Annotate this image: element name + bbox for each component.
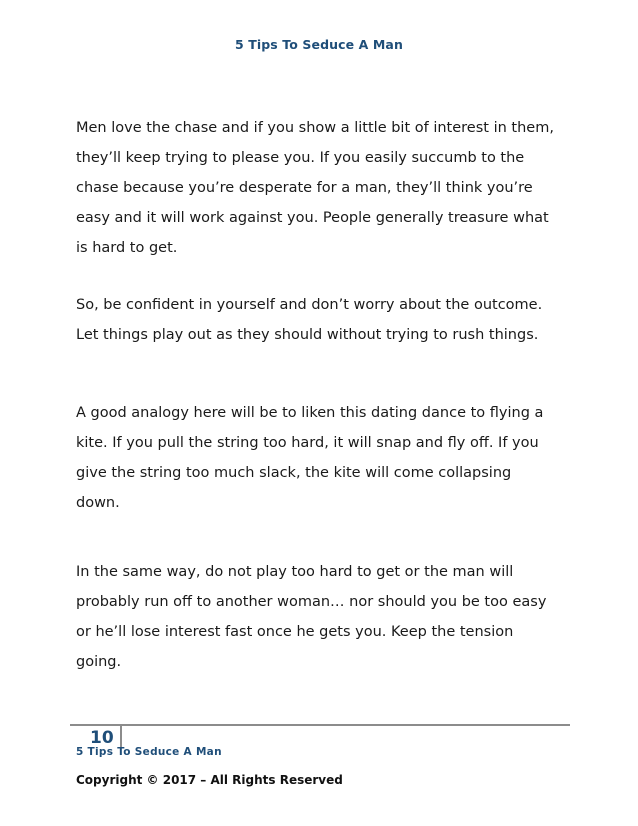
text-line: So, be confident in yourself and don’t worry about the outcome. — [76, 297, 543, 313]
footer-title: 5 Tips To Seduce A Man — [76, 746, 222, 758]
text-line: A good analogy here will be to liken this dating dance to flying a — [76, 405, 544, 421]
footer-divider — [70, 724, 570, 726]
paragraph — [76, 398, 576, 518]
text-line: they’ll keep trying to please you. If you easily succumb to the — [76, 150, 525, 166]
paragraph — [76, 290, 576, 350]
text-line: or he’ll lose interest fast once he gets you. Keep the tension — [76, 624, 514, 640]
copyright-notice: Copyright © 2017 – All Rights Reserved — [76, 773, 343, 787]
text-line: give the string too much slack, the kite will come collapsing — [76, 465, 512, 481]
page-header-title: 5 Tips To Seduce A Man — [235, 37, 403, 52]
text-line: easy and it will work against you. People generally treasure what — [76, 210, 549, 226]
text-line: Let things play out as they should without trying to rush things. — [76, 327, 539, 343]
text-line: probably run off to another woman… nor should you be too easy — [76, 594, 547, 610]
text-line: down. — [76, 495, 120, 511]
page-number-divider — [120, 726, 122, 748]
text-line: is hard to get. — [76, 240, 178, 256]
text-line: Men love the chase and if you show a little bit of interest in them, — [76, 120, 554, 136]
text-line: kite. If you pull the string too hard, it will snap and fly off. If you — [76, 435, 539, 451]
text-line: chase because you’re desperate for a man, they’ll think you’re — [76, 180, 533, 196]
paragraph — [76, 557, 576, 677]
text-line: In the same way, do not play too hard to get or the man will — [76, 564, 514, 580]
text-line: going. — [76, 654, 122, 670]
paragraph — [76, 113, 576, 263]
page-number: 10 — [90, 728, 114, 748]
